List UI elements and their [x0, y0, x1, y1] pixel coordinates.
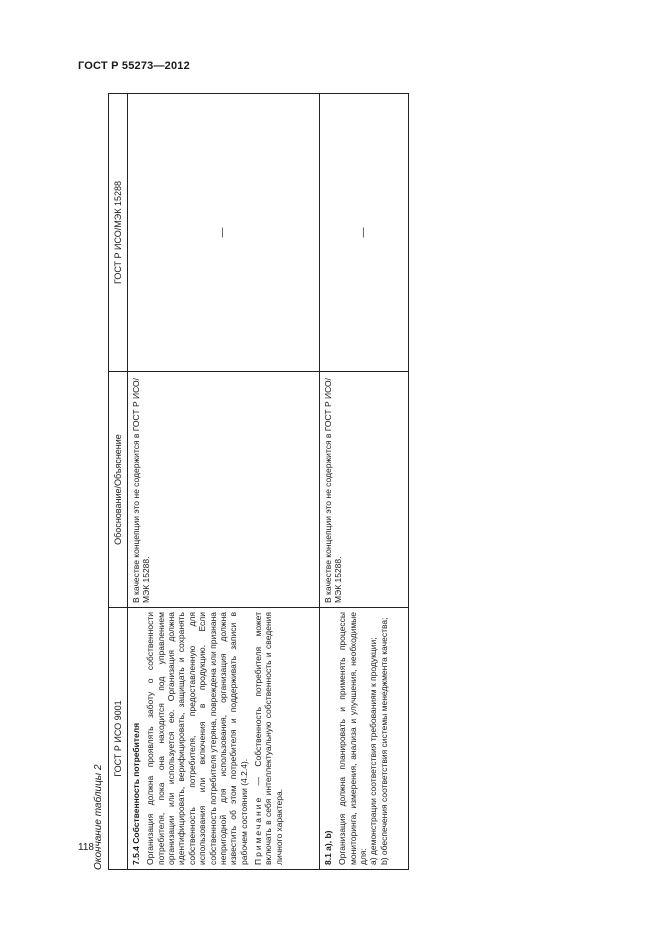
note-text — [253, 612, 284, 865]
comparison-table — [108, 93, 409, 870]
cell-justification: В качестве концепции это не содержится в ГОСТ Р ИСО/МЭК 15288. — [320, 372, 409, 608]
section-text: Организация должна проявлять заботу о собственности потребителя, пока она находится под управлением организации или используется ею. Организация должна идентифицировать, верифицировать, защищать и сохранять собственность потребителя, предоставленную для использования или включения в продукцию. Если собственность потребителя утеряна, повреждена или признана непригодной для использования, организация должна известить об этом потребителя и поддерживать записи в рабочем состоянии (4.2.4). — [145, 612, 249, 865]
table-row — [128, 94, 320, 870]
cell-justification: В качестве концепции это не содержится в ГОСТ Р ИСО/МЭК 15288. — [128, 372, 320, 608]
cell-mapping: — — [128, 94, 320, 372]
table-continuation-label: Окончание таблицы 2 — [93, 764, 104, 870]
section-title: 7.5.4 Собственность потребителя — [131, 722, 141, 865]
cell-mapping: — — [320, 94, 409, 372]
column-header-iso15288: ГОСТ Р ИСО/МЭК 15288 — [109, 94, 128, 372]
table-header-row — [109, 94, 128, 870]
list-item: b) обеспечения соответствия системы менеджмента качества; — [378, 617, 389, 865]
note-body: — Собственность потребителя может включать в себя интеллектуальную собственность и сведения личного характера. — [252, 612, 284, 865]
column-header-justification: Обоснование/Объяснение — [109, 372, 128, 608]
document-header: ГОСТ Р 55273—2012 — [78, 60, 190, 72]
rotated-table-block — [90, 94, 403, 870]
table-row — [320, 94, 409, 870]
column-header-iso9001: ГОСТ Р ИСО 9001 — [109, 608, 128, 870]
note-label: Примечание — [252, 795, 263, 865]
section-text: Организация должна планировать и применять процессы мониторинга, измерения, анализа и улучшения, необходимые для: — [337, 612, 369, 865]
cell-requirement — [128, 608, 320, 870]
section-title: 8.1 a), b) — [323, 830, 333, 865]
list-item: а) демонстрации соответствия требованиям к продукции; — [368, 637, 379, 865]
page-number: 118 — [78, 842, 94, 853]
cell-requirement — [320, 608, 409, 870]
